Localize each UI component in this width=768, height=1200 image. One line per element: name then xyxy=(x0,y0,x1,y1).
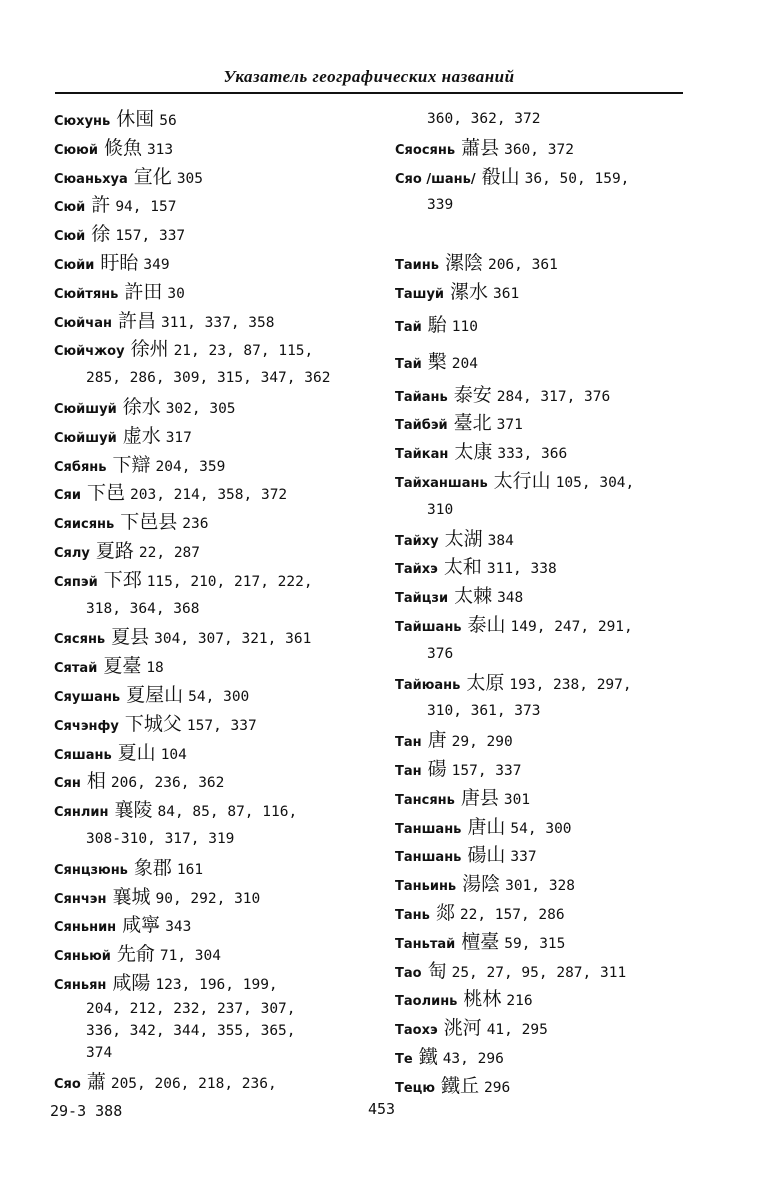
index-entry xyxy=(54,911,384,940)
entry-continuation: 204, 212, 232, 237, 307, xyxy=(86,1000,296,1017)
entry-pages: 54, 300 xyxy=(510,820,572,837)
entry-characters: 太原 xyxy=(466,671,505,694)
entry-term: Сянцзюнь xyxy=(54,862,128,878)
entry-characters: 蕭 xyxy=(86,1070,106,1093)
entry-characters: 泰山 xyxy=(467,613,506,636)
index-entry xyxy=(395,134,695,163)
index-entry xyxy=(54,739,384,768)
entry-term: Тайхэ xyxy=(395,562,438,578)
entry-pages: 296 xyxy=(483,1079,511,1096)
entry-term: Сююй xyxy=(54,142,98,158)
entry-characters: 徐 xyxy=(91,223,111,246)
entry-continuation: 376 xyxy=(427,645,454,662)
entry-term: Сяисянь xyxy=(54,517,115,533)
index-entry xyxy=(395,582,695,611)
entry-term: Таньтай xyxy=(395,936,456,952)
entry-characters: 下邑县 xyxy=(120,511,178,534)
entry-characters: 唐 xyxy=(427,729,447,752)
index-entry xyxy=(395,344,695,381)
index-entry xyxy=(395,784,695,813)
entry-pages: 123, 196, 199, xyxy=(155,976,278,993)
entry-term: Сячэнфу xyxy=(54,718,119,734)
entry-pages: 311, 338 xyxy=(486,561,557,578)
index-entry xyxy=(54,278,384,307)
index-entry xyxy=(54,1064,384,1101)
entry-pages: 41, 295 xyxy=(486,1022,548,1039)
printer-signature: 29-3 388 xyxy=(50,1102,123,1120)
index-entry xyxy=(395,381,695,410)
entry-continuation: 339 xyxy=(427,197,454,214)
index-entry xyxy=(54,623,384,652)
entry-pages: 204 xyxy=(451,355,478,372)
entry-characters: 匋 xyxy=(427,959,447,982)
entry-term: Сяо /шань/ xyxy=(395,171,476,187)
entry-characters: 太康 xyxy=(454,441,493,464)
entry-pages: 305 xyxy=(176,170,204,187)
entry-pages: 36, 50, 159, xyxy=(524,170,630,187)
entry-pages: 304, 307, 321, 361 xyxy=(154,631,312,648)
entry-characters: 休囤 xyxy=(116,108,155,130)
entry-characters: 鐵丘 xyxy=(440,1074,479,1097)
entry-pages: 71, 304 xyxy=(159,948,221,965)
entry-characters: 徐州 xyxy=(130,338,169,361)
index-entry xyxy=(54,854,384,883)
entry-characters: 襄城 xyxy=(112,885,151,908)
index-entry xyxy=(54,710,384,739)
index-entry xyxy=(54,163,384,192)
entry-pages: 193, 238, 297, xyxy=(509,676,632,693)
entry-characters: 下邑 xyxy=(87,482,126,505)
entry-pages: 343 xyxy=(165,919,192,936)
entry-characters: 檕 xyxy=(427,350,447,373)
index-entry xyxy=(54,566,384,595)
entry-pages: 25, 27, 95, 287, 311 xyxy=(451,964,627,981)
index-entry xyxy=(395,669,695,698)
entry-term: Сян xyxy=(54,776,81,792)
entry-term: Сясянь xyxy=(54,632,106,648)
entry-pages: 30 xyxy=(167,285,185,302)
entry-continuation: 310 xyxy=(427,501,454,518)
entry-characters: 許昌 xyxy=(117,309,156,332)
index-entry xyxy=(395,841,695,870)
entry-characters: 桃林 xyxy=(463,988,502,1011)
entry-term: Сюй xyxy=(54,200,86,216)
entry-characters: 許 xyxy=(91,194,111,217)
entry-term: Тай xyxy=(395,356,422,372)
entry-characters: 太湖 xyxy=(444,527,483,550)
entry-term: Тайюань xyxy=(395,677,461,693)
entry-pages: 157, 337 xyxy=(186,717,257,734)
index-entry xyxy=(54,796,384,825)
entry-continuation: 374 xyxy=(86,1044,113,1061)
entry-term: Сюйтянь xyxy=(54,286,119,302)
index-entry xyxy=(54,508,384,537)
index-entry xyxy=(54,393,384,422)
entry-characters: 許田 xyxy=(124,280,163,303)
entry-continuation: 318, 364, 368 xyxy=(86,600,200,617)
entry-characters: 湯陰 xyxy=(462,873,501,896)
entry-pages: 29, 290 xyxy=(451,734,513,751)
entry-term: Тайху xyxy=(395,533,439,549)
entry-term: Тайкан xyxy=(395,447,449,463)
entry-continuation: 336, 342, 344, 355, 365, xyxy=(86,1022,296,1039)
index-entry xyxy=(395,957,695,986)
index-entry xyxy=(395,467,695,496)
entry-pages: 302, 305 xyxy=(165,400,236,417)
index-entry xyxy=(395,813,695,842)
entry-term: Ташуй xyxy=(395,286,445,302)
entry-pages: 94, 157 xyxy=(115,199,177,216)
index-entry xyxy=(395,899,695,928)
entry-pages: 205, 206, 218, 236, xyxy=(110,1075,277,1092)
entry-characters: 駘 xyxy=(427,313,447,336)
entry-term: Сяшань xyxy=(54,747,112,763)
entry-pages: 301 xyxy=(503,791,531,808)
entry-term: Сялу xyxy=(54,545,90,561)
entry-pages: 317 xyxy=(165,429,192,446)
entry-pages: 349 xyxy=(143,256,170,273)
index-entry xyxy=(395,870,695,899)
index-entry xyxy=(395,438,695,467)
entry-term: Таншань xyxy=(395,850,462,866)
entry-characters: 象郡 xyxy=(133,856,172,879)
entry-characters: 鐵 xyxy=(418,1045,438,1068)
entry-characters: 虚水 xyxy=(122,424,161,447)
entry-characters: 倐魚 xyxy=(103,136,142,159)
index-column-left xyxy=(54,105,384,1101)
entry-term: Тан xyxy=(395,735,422,751)
index-entry xyxy=(395,928,695,957)
entry-characters: 相 xyxy=(86,770,106,793)
entry-characters: 洮河 xyxy=(443,1017,482,1040)
entry-continuation: 285, 286, 309, 315, 347, 362 xyxy=(86,370,331,387)
entry-pages: 56 xyxy=(159,113,177,129)
entry-term: Сюаньхуа xyxy=(54,171,128,187)
entry-characters: 先俞 xyxy=(116,943,155,966)
entry-pages: 105, 304, xyxy=(555,474,635,491)
entry-pages: 115, 210, 217, 222, xyxy=(146,573,313,590)
entry-continuation: 308-310, 317, 319 xyxy=(86,830,235,847)
entry-pages: 206, 236, 362 xyxy=(110,775,225,792)
entry-characters: 咸寧 xyxy=(122,914,161,937)
index-entry xyxy=(54,451,384,480)
blank-line xyxy=(395,220,695,249)
entry-characters: 唐县 xyxy=(460,786,499,809)
entry-characters: 宣化 xyxy=(133,165,172,188)
entry-pages: 216 xyxy=(506,993,533,1010)
entry-term: Тайханшань xyxy=(395,475,488,491)
entry-pages: 333, 366 xyxy=(497,446,568,463)
page-header: Указатель географических названий xyxy=(55,62,683,94)
index-entry xyxy=(54,767,384,796)
entry-term: Сюйчжоу xyxy=(54,344,125,360)
entry-pages: 371 xyxy=(496,417,523,434)
entry-term: Тайбэй xyxy=(395,418,448,434)
entry-characters: 下城父 xyxy=(124,712,182,735)
entry-term: Те xyxy=(395,1051,413,1067)
entry-pages: 361 xyxy=(493,285,520,302)
entry-characters: 徐水 xyxy=(122,395,161,418)
index-entry xyxy=(54,134,384,163)
entry-characters: 郯 xyxy=(435,901,455,924)
entry-term: Сятай xyxy=(54,661,98,677)
entry-pages: 157, 337 xyxy=(115,228,186,245)
index-entry xyxy=(54,681,384,710)
entry-pages: 157, 337 xyxy=(451,762,522,779)
index-entry xyxy=(54,883,384,912)
entry-term: Сяньюй xyxy=(54,949,111,965)
entry-continuation: 310, 361, 373 xyxy=(427,703,541,720)
entry-term: Сяньян xyxy=(54,977,107,993)
entry-characters: 夏县 xyxy=(111,626,150,649)
entry-term: Таншань xyxy=(395,821,462,837)
index-entry xyxy=(395,755,695,784)
entry-term: Сюйи xyxy=(54,257,95,273)
entry-term: Сюйшуй xyxy=(54,401,117,417)
entry-pages: 149, 247, 291, xyxy=(510,618,633,635)
entry-term: Тайань xyxy=(395,389,448,405)
entry-pages: 90, 292, 310 xyxy=(155,890,261,907)
index-entry xyxy=(395,1014,695,1043)
entry-characters: 碭山 xyxy=(467,844,506,867)
entry-term: Сяо xyxy=(54,1076,81,1092)
entry-term: Таинь xyxy=(395,257,439,273)
entry-characters: 襄陵 xyxy=(114,799,153,822)
index-entry xyxy=(54,969,384,998)
index-entry xyxy=(395,1043,695,1072)
entry-pages: 22, 157, 286 xyxy=(459,906,565,923)
entry-term: Сюйчан xyxy=(54,315,112,331)
entry-term: Сяушань xyxy=(54,689,121,705)
entry-term: Сюй xyxy=(54,229,86,245)
index-entry xyxy=(54,652,384,681)
index-entry xyxy=(395,611,695,640)
index-entry xyxy=(54,335,384,364)
entry-characters: 太棘 xyxy=(454,585,493,608)
entry-term: Тань xyxy=(395,907,430,923)
entry-characters: 蕭县 xyxy=(461,136,500,159)
entry-characters: 夏臺 xyxy=(103,655,142,678)
entry-characters: 碭 xyxy=(427,757,447,780)
entry-characters: 唐山 xyxy=(467,815,506,838)
entry-pages: 22, 287 xyxy=(138,544,201,561)
index-entry xyxy=(54,940,384,969)
page-number: 453 xyxy=(368,1100,396,1118)
entry-characters: 太和 xyxy=(443,556,482,579)
index-entry xyxy=(54,537,384,566)
entry-term: Таохэ xyxy=(395,1023,438,1039)
entry-pages: 43, 296 xyxy=(442,1050,504,1067)
entry-term: Тан xyxy=(395,763,422,779)
entry-term: Тецю xyxy=(395,1080,435,1096)
entry-term: Сянлин xyxy=(54,805,109,821)
index-entry xyxy=(54,249,384,278)
entry-pages: 313 xyxy=(146,141,174,158)
index-entry xyxy=(395,1072,695,1101)
index-entry xyxy=(395,726,695,755)
entry-characters: 檀臺 xyxy=(461,930,500,953)
index-entry xyxy=(54,105,384,134)
index-entry xyxy=(395,249,695,278)
entry-pages: 161 xyxy=(176,861,204,878)
entry-characters: 下辯 xyxy=(112,453,151,476)
entry-continuation: 360, 362, 372 xyxy=(427,111,541,127)
entry-term: Таньинь xyxy=(395,879,457,895)
entry-pages: 301, 328 xyxy=(505,878,576,895)
entry-characters: 臺北 xyxy=(453,412,492,435)
index-entry xyxy=(395,163,695,192)
index-entry xyxy=(54,422,384,451)
entry-term: Сяпэй xyxy=(54,574,98,590)
index-entry xyxy=(54,307,384,336)
entry-term: Таолинь xyxy=(395,994,458,1010)
entry-pages: 203, 214, 358, 372 xyxy=(130,487,288,504)
entry-characters: 太行山 xyxy=(493,469,551,492)
index-entry xyxy=(395,278,695,307)
entry-characters: 夏屋山 xyxy=(126,683,184,706)
entry-pages: 236 xyxy=(182,516,209,533)
entry-term: Сяосянь xyxy=(395,142,456,158)
index-entry xyxy=(395,553,695,582)
index-entry xyxy=(54,191,384,220)
entry-term: Сяньнин xyxy=(54,920,117,936)
entry-characters: 咸陽 xyxy=(112,971,151,994)
entry-pages: 337 xyxy=(510,849,537,866)
entry-pages: 104 xyxy=(160,746,187,763)
entry-term: Тай xyxy=(395,319,422,335)
index-entry xyxy=(395,985,695,1014)
entry-term: Тайшань xyxy=(395,619,462,635)
entry-pages: 84, 85, 87, 116, xyxy=(157,804,298,821)
entry-characters: 漯陰 xyxy=(444,251,483,274)
entry-term: Тайцзи xyxy=(395,591,449,607)
entry-characters: 泰安 xyxy=(453,383,492,406)
index-entry xyxy=(54,220,384,249)
entry-term: Сюйшуй xyxy=(54,430,117,446)
index-entry xyxy=(54,479,384,508)
entry-pages: 360, 372 xyxy=(504,141,574,158)
entry-pages: 284, 317, 376 xyxy=(496,388,611,405)
index-entry xyxy=(395,525,695,554)
entry-pages: 384 xyxy=(487,532,514,549)
entry-pages: 348 xyxy=(497,590,524,607)
entry-pages: 59, 315 xyxy=(504,935,566,952)
entry-pages: 18 xyxy=(146,660,164,677)
entry-characters: 下邳 xyxy=(103,568,142,591)
entry-characters: 殽山 xyxy=(481,165,520,188)
entry-pages: 54, 300 xyxy=(188,688,250,705)
entry-characters: 盱眙 xyxy=(100,251,139,274)
entry-pages: 110 xyxy=(451,318,478,335)
entry-term: Сяи xyxy=(54,488,81,504)
entry-term: Тансянь xyxy=(395,792,455,808)
entry-pages: 311, 337, 358 xyxy=(160,314,275,331)
entry-pages: 204, 359 xyxy=(155,458,226,475)
entry-characters: 漯水 xyxy=(450,280,489,303)
entry-pages: 21, 23, 87, 115, xyxy=(173,343,314,360)
entry-term: Сюхунь xyxy=(54,114,111,129)
index-column-right xyxy=(395,105,695,1101)
entry-characters: 夏路 xyxy=(95,539,134,562)
entry-term: Сянчэн xyxy=(54,891,107,907)
index-entry xyxy=(395,409,695,438)
entry-term: Сябянь xyxy=(54,459,107,475)
index-entry xyxy=(395,307,695,344)
entry-characters: 夏山 xyxy=(117,741,156,764)
entry-term: Тао xyxy=(395,965,422,981)
entry-pages: 206, 361 xyxy=(487,256,558,273)
